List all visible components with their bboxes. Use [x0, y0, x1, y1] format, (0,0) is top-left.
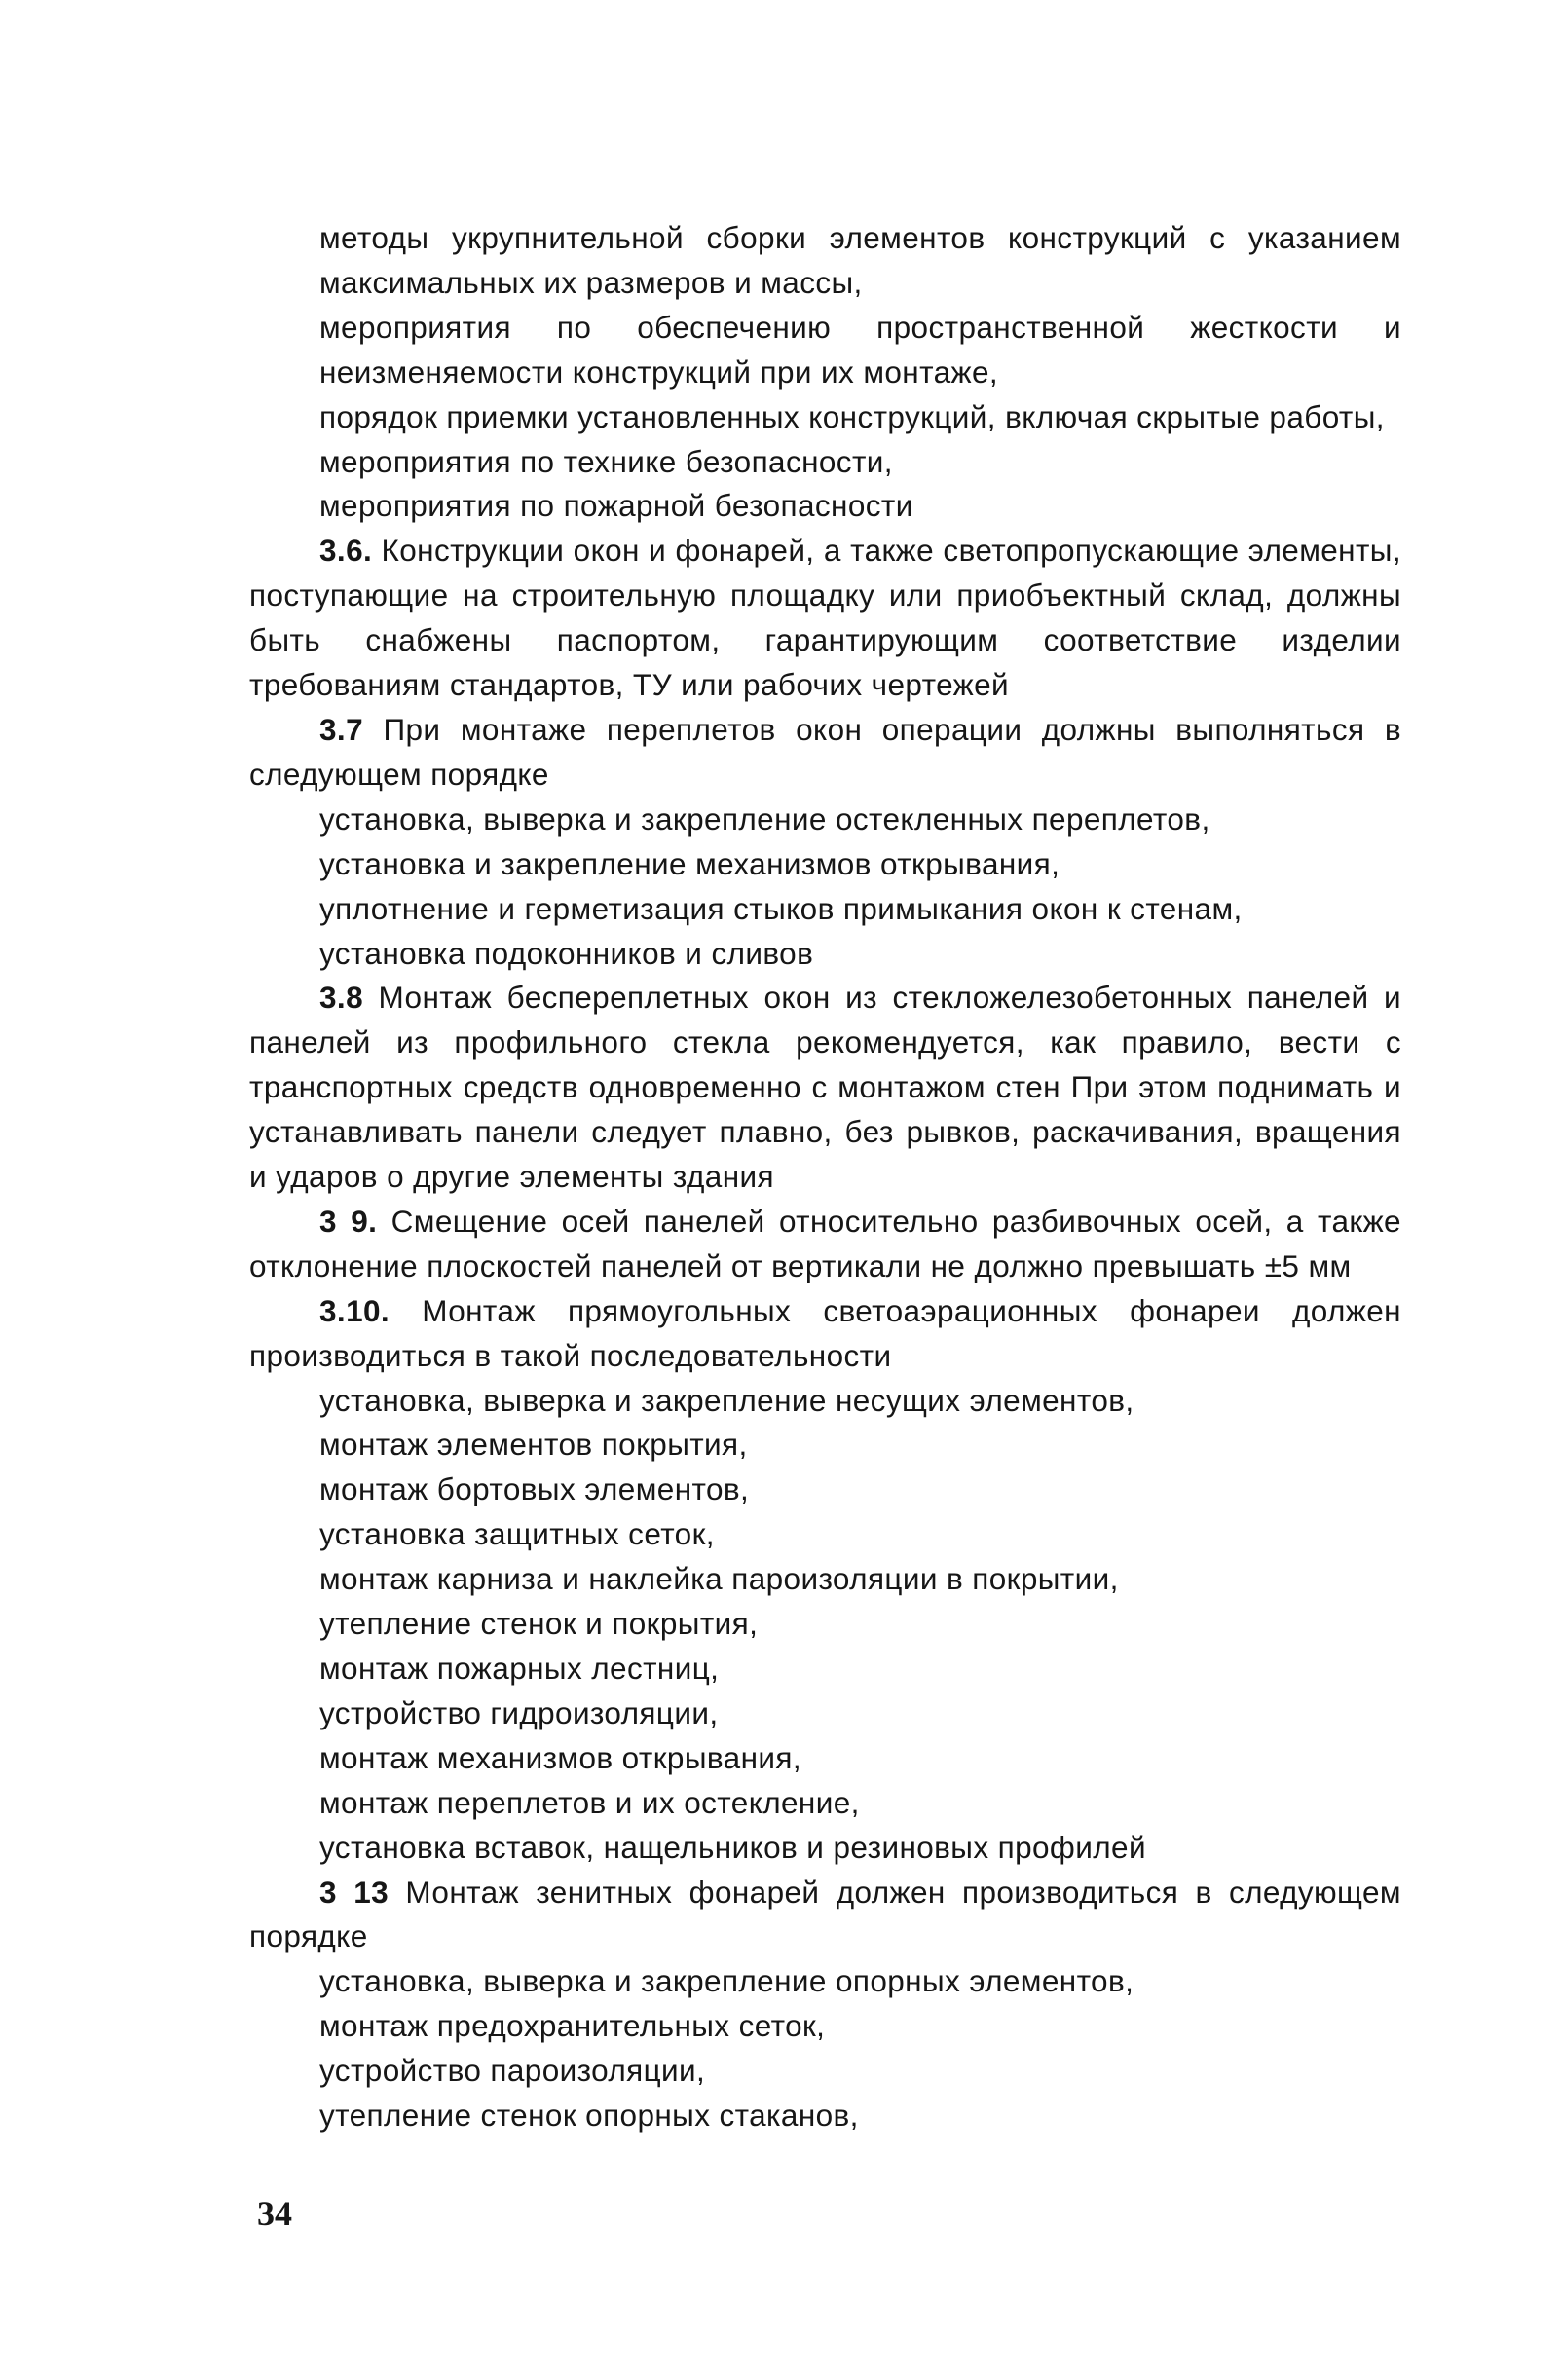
clause-text: Конструкции окон и фонарей, а также светопропускающие элементы, поступающие на строительную площадку или приобъектный склад, должны быть снабжены паспортом, гарантирующим соответствие изделии требованиям стандартов, ТУ или рабочих чертежей [249, 533, 1401, 703]
page-body-text [249, 216, 1401, 2138]
list-item [249, 1647, 1401, 1692]
list-item [249, 484, 1401, 529]
clause-paragraph [249, 529, 1401, 708]
list-item-text: монтаж пожарных лестниц, [319, 1651, 720, 1686]
list-item [249, 1468, 1401, 1512]
clause-paragraph [249, 976, 1401, 1200]
list-item [249, 2004, 1401, 2049]
list-item [249, 1602, 1401, 1647]
list-item-text: устройство пароизоляции, [319, 2053, 706, 2089]
list-item-text: устройство гидроизоляции, [319, 1694, 719, 1730]
list-item [249, 1512, 1401, 1557]
clause-number: 3 13 [319, 1874, 390, 1910]
clause-paragraph [249, 1289, 1401, 1379]
list-item [249, 887, 1401, 932]
clause-text: Монтаж зенитных фонарей должен производиться в следующем порядке [249, 1874, 1401, 1954]
list-item [249, 306, 1401, 395]
list-item-text: монтаж механизмов открывания, [319, 1739, 801, 1775]
list-item [249, 1959, 1401, 2004]
list-item [249, 2049, 1401, 2094]
list-item-text: монтаж карниза и наклейка пароизоляции в покрытии, [319, 1561, 1119, 1597]
list-item-text: порядок приемки установленных конструкций, включая скрытые работы, [319, 398, 1385, 434]
list-item [249, 932, 1401, 977]
list-item-text: уплотнение и герметизация стыков примыкания окон к стенам, [319, 890, 1243, 926]
list-item [249, 1557, 1401, 1602]
clause-paragraph [249, 708, 1401, 798]
clause-paragraph [249, 1200, 1401, 1289]
list-item-text: монтаж элементов покрытия, [319, 1427, 748, 1463]
list-item-text: мероприятия по обеспечению пространственной жесткости и неизменяемости конструкций при их монтаже, [319, 309, 1401, 390]
list-item-text: установка защитных сеток, [319, 1516, 715, 1552]
list-item [249, 798, 1401, 842]
list-item [249, 440, 1401, 485]
clause-text: Монтаж прямоугольных светоаэрационных фонареи должен производиться в такой последовательности [249, 1292, 1401, 1373]
list-item-text: монтаж переплетов и их остекление, [319, 1784, 860, 1820]
page-number: 34 [257, 2194, 292, 2233]
list-item-text: установка и закрепление механизмов открывания, [319, 845, 1060, 881]
clause-text: Монтаж беспереплетных окон из стекложелезобетонных панелей и панелей из профильного стекла рекомендуется, как правило, вести с транспортных средств одновременно с монтажом стен При этом поднимать и устанавливать панели следует плавно, без рывков, раскачивания, вращения и ударов о другие элементы здания [249, 980, 1401, 1195]
clause-number: 3.6. [319, 533, 373, 569]
list-item-text: установка вставок, нащельников и резиновых профилей [319, 1829, 1146, 1865]
list-item [249, 1692, 1401, 1736]
list-item-text: утепление стенок опорных стаканов, [319, 2098, 859, 2134]
clause-paragraph [249, 1871, 1401, 1960]
list-item [249, 1781, 1401, 1826]
list-item-text: установка, выверка и закрепление несущих элементов, [319, 1382, 1134, 1418]
list-item [249, 1736, 1401, 1781]
clause-text: Смещение осей панелей относительно разбивочных осей, а также отклонение плоскостей панелей от вертикали не должно превышать ±5 мм [249, 1203, 1401, 1283]
clause-number: 3 9. [319, 1203, 378, 1239]
list-item [249, 2094, 1401, 2138]
list-item [249, 1379, 1401, 1424]
list-item-text: мероприятия по технике безопасности, [319, 443, 893, 479]
list-item-text: монтаж предохранительных сеток, [319, 2008, 826, 2044]
list-item [249, 842, 1401, 887]
list-item-text: установка, выверка и закрепление опорных элементов, [319, 1963, 1134, 1999]
list-item [249, 395, 1401, 440]
list-item-text: методы укрупнительной сборки элементов конструкций с указанием максимальных их размеров и массы, [319, 220, 1401, 300]
clause-text: При монтаже переплетов окон операции должны выполняться в следующем порядке [249, 711, 1401, 792]
list-item [249, 1423, 1401, 1468]
list-item-text: утепление стенок и покрытия, [319, 1606, 759, 1642]
list-item-text: мероприятия по пожарной безопасности [319, 488, 913, 524]
list-item [249, 216, 1401, 306]
list-item-text: установка, выверка и закрепление остекленных переплетов, [319, 800, 1210, 837]
clause-number: 3.8 [319, 980, 363, 1016]
list-item-text: установка подоконников и сливов [319, 935, 814, 971]
clause-number: 3.7 [319, 711, 363, 747]
list-item [249, 1826, 1401, 1871]
clause-number: 3.10. [319, 1292, 390, 1328]
list-item-text: монтаж бортовых элементов, [319, 1471, 750, 1507]
